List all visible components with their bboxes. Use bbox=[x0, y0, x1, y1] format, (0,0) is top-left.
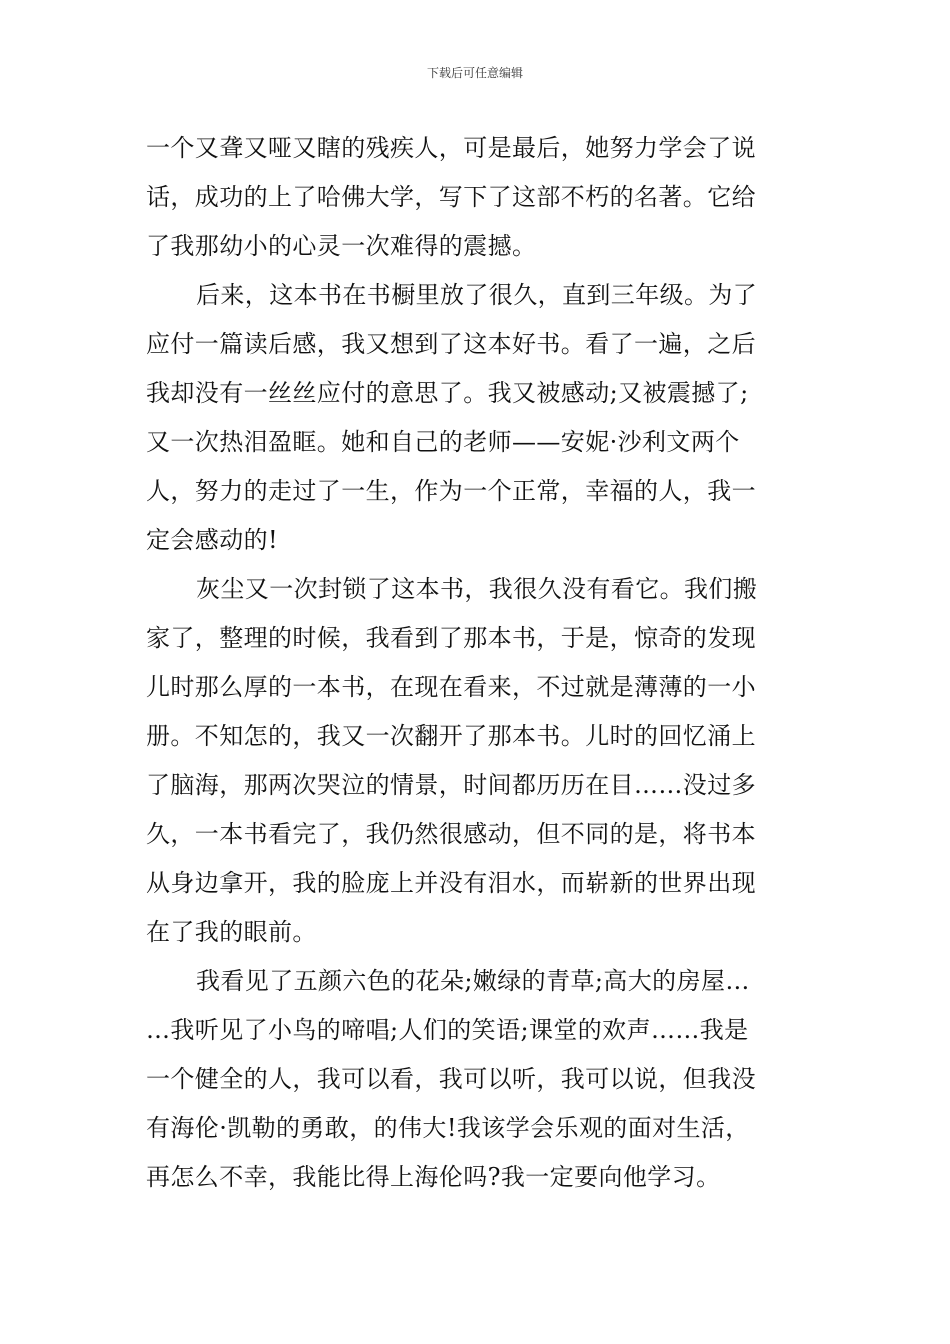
page-header: 下载后可任意编辑 bbox=[426, 66, 523, 80]
text-line: 儿时那么厚的一本书，在现在看来，不过就是薄薄的一小 bbox=[146, 673, 756, 701]
text-line: 从身边拿开，我的脸庞上并没有泪水，而崭新的世界出现 bbox=[146, 869, 756, 897]
paragraph-start-line: 后来，这本书在书橱里放了很久，直到三年级。为了 bbox=[196, 281, 758, 309]
text-line: 了脑海，那两次哭泣的情景，时间都历历在目……没过多 bbox=[146, 771, 756, 799]
text-line: 有海伦·凯勒的勇敢，的伟大!我该学会乐观的面对生活， bbox=[146, 1114, 750, 1142]
text-line: 一个又聋又哑又瞎的残疾人，可是最后，她努力学会了说 bbox=[146, 134, 756, 162]
text-line: 一个健全的人，我可以看，我可以听，我可以说，但我没 bbox=[146, 1065, 756, 1093]
paragraph-start-line: 灰尘又一次封锁了这本书，我很久没有看它。我们搬 bbox=[196, 575, 758, 603]
text-line: 定会感动的! bbox=[146, 526, 279, 554]
text-line: 我却没有一丝丝应付的意思了。我又被感动;又被震撼了; bbox=[146, 379, 749, 407]
text-line: …我听见了小鸟的啼唱;人们的笑语;课堂的欢声……我是 bbox=[146, 1016, 749, 1044]
text-line: 话，成功的上了哈佛大学，写下了这部不朽的名著。它给 bbox=[146, 183, 756, 211]
text-line: 在了我的眼前。 bbox=[146, 918, 317, 946]
paragraph-start-line: 我看见了五颜六色的花朵;嫩绿的青草;高大的房屋… bbox=[196, 967, 750, 995]
text-line: 册。不知怎的，我又一次翻开了那本书。儿时的回忆涌上 bbox=[146, 722, 756, 750]
text-line: 了我那幼小的心灵一次难得的震撼。 bbox=[146, 232, 537, 260]
body-text bbox=[146, 124, 808, 1202]
text-line: 人，努力的走过了一生，作为一个正常，幸福的人，我一 bbox=[146, 477, 756, 505]
text-line: 久，一本书看完了，我仍然很感动，但不同的是，将书本 bbox=[146, 820, 756, 848]
text-line: 家了，整理的时候，我看到了那本书，于是，惊奇的发现 bbox=[146, 624, 756, 652]
text-line: 应付一篇读后感，我又想到了这本好书。看了一遍，之后 bbox=[146, 330, 756, 358]
text-line: 又一次热泪盈眶。她和自己的老师——安妮·沙利文两个 bbox=[146, 428, 740, 456]
text-line: 再怎么不幸，我能比得上海伦吗?我一定要向他学习。 bbox=[146, 1163, 721, 1191]
